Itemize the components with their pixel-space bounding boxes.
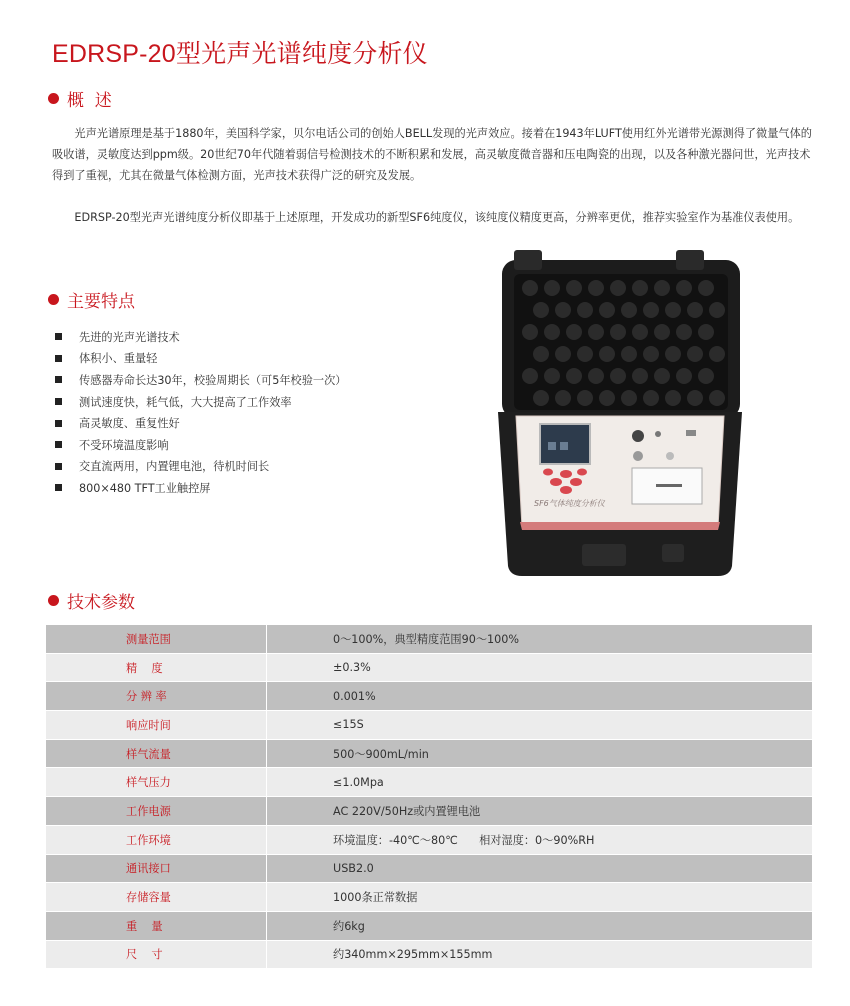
spec-value: ≤1.0Mpa xyxy=(267,768,812,797)
page-title: EDRSP-20型光声光谱纯度分析仪 xyxy=(52,40,428,68)
square-bullet-icon xyxy=(55,420,62,427)
section-heading-features xyxy=(48,287,135,312)
spec-label: 工作电源 xyxy=(46,797,266,826)
spec-value: 约340mm×295mm×155mm xyxy=(267,940,812,969)
spec-value: 500～900mL/min xyxy=(267,739,812,768)
spec-value: 约6kg xyxy=(267,911,812,940)
list-item: 交直流两用，内置锂电池，待机时间长 xyxy=(55,456,346,478)
spec-value: ≤15S xyxy=(267,711,812,740)
spec-label: 响应时间 xyxy=(46,711,266,740)
table-row xyxy=(46,911,812,940)
spec-table xyxy=(46,625,812,969)
spec-label: 测量范围 xyxy=(46,625,266,653)
overview-paragraph-1: 光声光谱原理是基于1880年，美国科学家，贝尔电话公司的创始人BELL发现的光声效应。接着在1943年LUFT使用红外光谱带光源测得了微量气体的吸收谱，灵敏度达到ppm级。20世纪70年代随着弱信号检测技术的不断积累和发展，高灵敏度微音器和压电陶瓷的出现，以及各种激光器问世，光声技术得到了重视，尤其在微量气体检测方面，光声技术获得广泛的研究及发展。 xyxy=(52,127,812,182)
section-heading-overview xyxy=(48,86,112,111)
red-dot-icon xyxy=(48,595,59,606)
spec-label: 重 量 xyxy=(46,911,266,940)
spec-value: AC 220V/50Hz或内置锂电池 xyxy=(267,797,812,826)
spec-value: 环境温度：-40℃～80℃ 相对湿度：0～90%RH xyxy=(267,825,812,854)
square-bullet-icon xyxy=(55,484,62,491)
table-row xyxy=(46,854,812,883)
spec-label: 通讯接口 xyxy=(46,854,266,883)
list-item: 高灵敏度、重复性好 xyxy=(55,412,346,434)
list-item: 800×480 TFT工业触控屏 xyxy=(55,477,346,499)
spec-label: 样气压力 xyxy=(46,768,266,797)
table-row xyxy=(46,825,812,854)
spec-value: 0～100%，典型精度范围90～100% xyxy=(267,625,812,653)
list-item: 传感器寿命长达30年，校验周期长（可5年校验一次） xyxy=(55,369,346,391)
square-bullet-icon xyxy=(55,355,62,362)
table-row xyxy=(46,739,812,768)
table-row xyxy=(46,682,812,711)
spec-label: 尺 寸 xyxy=(46,940,266,969)
square-bullet-icon xyxy=(55,441,62,448)
list-item: 不受环境温度影响 xyxy=(55,434,346,456)
spec-label: 存储容量 xyxy=(46,883,266,912)
section-title: 技术参数 xyxy=(67,593,135,613)
product-photo xyxy=(486,236,754,584)
section-title: 概 述 xyxy=(67,91,112,111)
table-row xyxy=(46,883,812,912)
table-row xyxy=(46,653,812,682)
spec-value: USB2.0 xyxy=(267,854,812,883)
spec-label: 精 度 xyxy=(46,653,266,682)
table-row xyxy=(46,711,812,740)
overview-paragraph-2: EDRSP-20型光声光谱纯度分析仪即基于上述原理，开发成功的新型SF6纯度仪，该纯度仪精度更高，分辨率更优，推荐实验室作为基准仪表使用。 xyxy=(74,211,800,224)
square-bullet-icon xyxy=(55,398,62,405)
section-title: 主要特点 xyxy=(67,292,135,312)
spec-label: 样气流量 xyxy=(46,739,266,768)
table-row xyxy=(46,625,812,653)
feature-list xyxy=(55,326,346,499)
spec-value: ±0.3% xyxy=(267,653,812,682)
list-item: 先进的光声光谱技术 xyxy=(55,326,346,348)
table-row xyxy=(46,940,812,969)
spec-value: 1000条正常数据 xyxy=(267,883,812,912)
panel-label: SF6气体纯度分析仪 xyxy=(534,499,605,508)
spec-value: 0.001% xyxy=(267,682,812,711)
red-dot-icon xyxy=(48,93,59,104)
red-dot-icon xyxy=(48,294,59,305)
spec-label: 工作环境 xyxy=(46,825,266,854)
section-heading-specs xyxy=(48,588,135,613)
table-row xyxy=(46,797,812,826)
square-bullet-icon xyxy=(55,463,62,470)
table-row xyxy=(46,768,812,797)
list-item: 测试速度快，耗气低，大大提高了工作效率 xyxy=(55,391,346,413)
list-item: 体积小、重量轻 xyxy=(55,348,346,370)
spec-label: 分 辨 率 xyxy=(46,682,266,711)
square-bullet-icon xyxy=(55,376,62,383)
square-bullet-icon xyxy=(55,333,62,340)
